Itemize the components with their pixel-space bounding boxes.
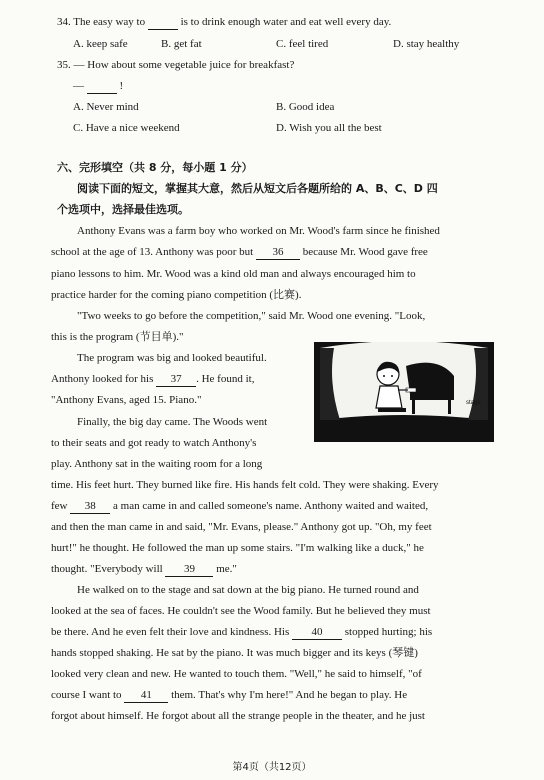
blank-37: 37 [156, 372, 196, 387]
piano-stage-illustration [314, 342, 494, 442]
passage-line: The program was big and looked beautiful. [77, 352, 267, 364]
blank-36: 36 [256, 245, 300, 260]
piano-player-picture [314, 342, 494, 442]
q34-stem: 34. The easy way to is to drink enough water and eat well every day. [57, 16, 392, 28]
blank-40: 40 [292, 625, 342, 640]
passage-line: few 38 a man came in and called someone's name. Anthony waited and waited, [51, 500, 429, 512]
passage-line: this is the program (节目单)." [51, 331, 184, 343]
section-instruction-2: 个选项中，选择最佳选项。 [57, 203, 189, 216]
section-instruction-1: 阅读下面的短文，掌握其大意，然后从短文后各题所给的 A、B、C、D 四 [77, 182, 438, 195]
passage-line: "Anthony Evans, aged 15. Piano." [51, 394, 202, 406]
q34-blank [148, 15, 178, 30]
stage-label: stage [466, 400, 481, 406]
page-footer: 第4页（共12页） [232, 762, 312, 773]
q35-option-a: A. Never mind [73, 101, 139, 113]
q34-option-a: A. keep safe [73, 38, 128, 50]
passage-line: piano lessons to him. Mr. Wood was a kind old man and always encouraged him to [51, 268, 416, 280]
passage-line: forgot about himself. He forgot about all the strange people in the theater, and he just [51, 710, 425, 722]
passage-line: looked at the sea of faces. He couldn't see the Wood family. But he believed they must [51, 605, 431, 617]
q35-option-c: C. Have a nice weekend [73, 122, 180, 134]
passage-line: Anthony looked for his 37 . He found it, [51, 373, 255, 385]
passage-line: hurt!" he thought. He followed the man up some stairs. "I'm walking like a duck," he [51, 542, 424, 554]
passage-line: "Two weeks to go before the competition," said Mr. Wood one evening. "Look, [77, 310, 426, 322]
passage-line: play. Anthony sat in the waiting room for a long [51, 458, 263, 470]
section-title: 六、完形填空（共 8 分，每小题 1 分） [57, 161, 253, 174]
q35-option-b: B. Good idea [276, 101, 335, 113]
passage-line: school at the age of 13. Anthony was poor but 36 because Mr. Wood gave free [51, 246, 428, 258]
blank-39: 39 [165, 562, 213, 577]
q34-option-d: D. stay healthy [393, 38, 460, 50]
blank-38: 38 [70, 499, 110, 514]
q35-option-d: D. Wish you all the best [276, 122, 382, 134]
passage-line: looked very clean and new. He wanted to touch them. "Well," he said to himself, "of [51, 668, 422, 680]
passage-line: Finally, the big day came. The Woods went [77, 416, 268, 428]
q35-blank [87, 79, 117, 94]
passage-line: Anthony Evans was a farm boy who worked on Mr. Wood's farm since he finished [77, 225, 440, 237]
q35-reply: — ! [73, 80, 124, 92]
q35-stem: 35. — How about some vegetable juice for breakfast? [57, 59, 295, 71]
blank-41: 41 [124, 688, 168, 703]
passage-line: be there. And he even felt their love and kindness. His 40 stopped hurting; his [51, 626, 433, 638]
passage-line: hands stopped shaking. He sat by the piano. It was much bigger and its keys (琴键) [51, 647, 418, 659]
passage-line: practice harder for the coming piano competition (比赛). [51, 289, 302, 301]
q34-option-c: C. feel tired [276, 38, 329, 50]
passage-line: thought. "Everybody will 39 me." [51, 563, 237, 575]
passage-line: to their seats and got ready to watch Anthony's [51, 437, 257, 449]
passage-line: He walked on to the stage and sat down at the big piano. He turned round and [77, 584, 419, 596]
passage-line: time. His feet hurt. They burned like fire. His hands felt cold. They were shaking. Every [51, 479, 439, 491]
q34-option-b: B. get fat [161, 38, 202, 50]
passage-line: course I want to 41 them. That's why I'm here!" And he began to play. He [51, 689, 408, 701]
passage-line: and then the man came in and said, "Mr. Evans, please." Anthony got up. "Oh, my feet [51, 521, 432, 533]
